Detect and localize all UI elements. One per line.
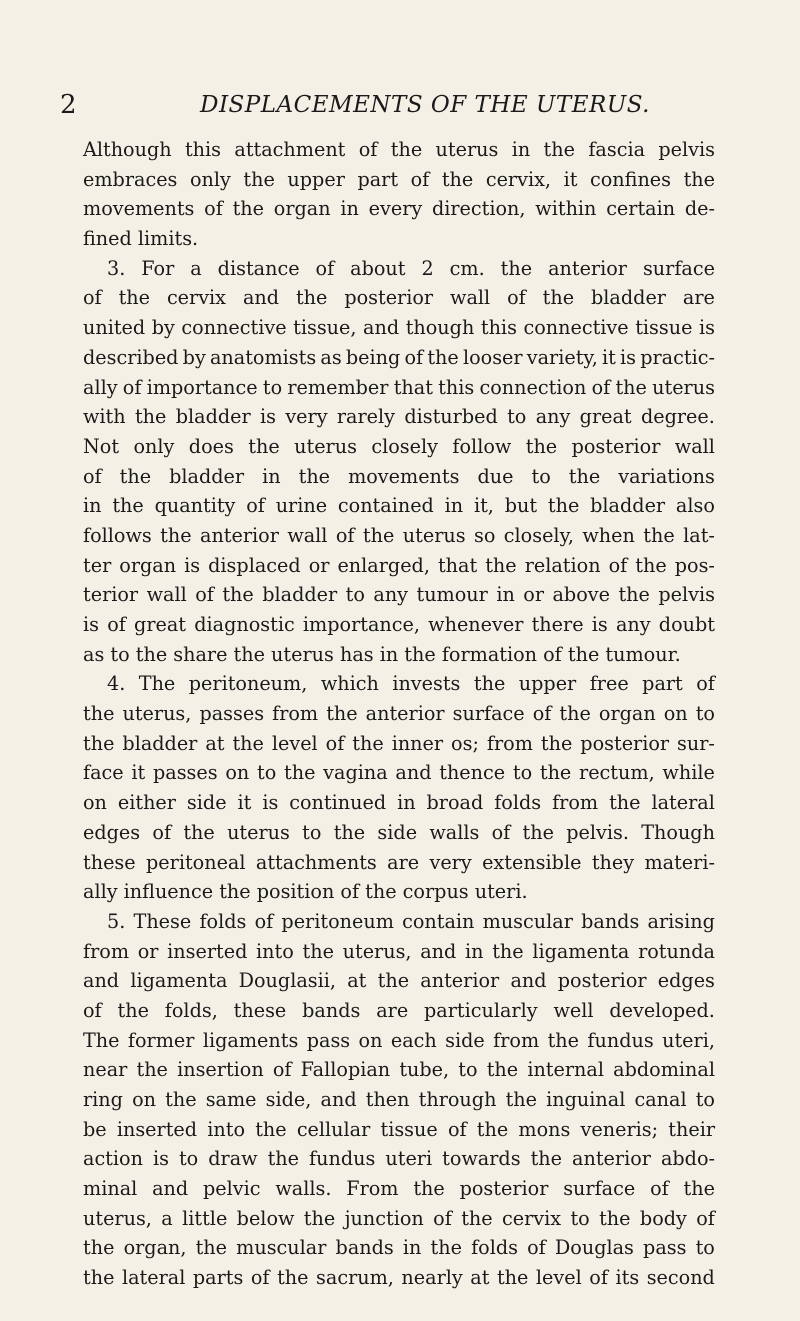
text-line: is of great diagnostic importance, whenever there is any doubt (83, 613, 715, 636)
running-title: DISPLACEMENTS OF THE UTERUS. (200, 92, 650, 118)
text-line: the lateral parts of the sacrum, nearly at the level of its second (83, 1266, 715, 1290)
text-line: The former ligaments pass on each side from the fundus uteri, (83, 1028, 715, 1052)
text-line: the organ, the muscular bands in the folds of Douglas pass to (83, 1236, 715, 1260)
text-line: of the bladder in the movements due to the variations (83, 464, 715, 488)
text-line: ally of importance to remember that this connection of the uterus (83, 375, 715, 399)
text-line: in the quantity of urine contained in it, but the bladder also (83, 494, 715, 518)
text-line: as to the share the uterus has in the formation of the tumour. (83, 642, 681, 666)
running-head (60, 90, 760, 120)
text-line: be inserted into the cellular tissue of the mons veneris; their (83, 1117, 715, 1141)
text-line: the bladder at the level of the inner os; from the posterior sur- (83, 731, 715, 755)
text-line: ter organ is displaced or enlarged, that the relation of the pos- (83, 553, 715, 577)
text-line: with the bladder is very rarely disturbed to any great degree. (83, 405, 715, 429)
text-line: follows the anterior wall of the uterus so closely, when the lat- (83, 523, 715, 547)
text-line: Although this attachment of the uterus in the fascia pelvis (83, 138, 715, 161)
text-line: terior wall of the bladder to any tumour in or above the pelvis (83, 583, 715, 607)
text-line: and ligamenta Douglasii, at the anterior and posterior edges (83, 969, 715, 993)
text-line: described by anatomists as being of the looser variety, it is practic- (83, 345, 715, 369)
text-line: on either side it is continued in broad folds from the lateral (83, 791, 715, 815)
text-line: ring on the same side, and then through the inguinal canal to (83, 1088, 715, 1111)
text-line: action is to draw the fundus uteri towards the anterior abdo- (83, 1147, 715, 1171)
text-line: united by connective tissue, and though this connective tissue is (83, 316, 715, 340)
text-line: these peritoneal attachments are very extensible they materi- (83, 850, 715, 874)
text-line: the uterus, passes from the anterior surface of the organ on to (83, 702, 715, 726)
body-text (83, 135, 715, 1293)
text-line: of the cervix and the posterior wall of the bladder are (83, 286, 715, 310)
text-line: minal and pelvic walls. From the posterior surface of the (83, 1177, 715, 1201)
text-line: fined limits. (83, 227, 199, 251)
text-line: uterus, a little below the junction of the cervix to the body of (83, 1206, 715, 1230)
text-line: of the folds, these bands are particularly well developed. (83, 998, 715, 1022)
text-line: ally influence the position of the corpus uteri. (83, 880, 528, 904)
text-line: movements of the organ in every direction, within certain de- (83, 197, 715, 221)
text-line: face it passes on to the vagina and thence to the rectum, while (83, 761, 715, 785)
text-line: 5. These folds of peritoneum contain muscular bands arising (107, 909, 715, 933)
text-line: from or inserted into the uterus, and in the ligamenta rotunda (83, 939, 715, 963)
text-line: edges of the uterus to the side walls of the pelvis. Though (83, 820, 715, 844)
text-line: 3. For a distance of about 2 cm. the anterior surface (107, 256, 715, 280)
text-line: embraces only the upper part of the cervix, it confines the (83, 167, 715, 191)
text-line: near the insertion of Fallopian tube, to the internal abdominal (83, 1058, 715, 1082)
text-line: 4. The peritoneum, which invests the upper free part of (107, 672, 715, 696)
page-number: 2 (60, 90, 77, 120)
text-line: Not only does the uterus closely follow the posterior wall (83, 434, 715, 458)
